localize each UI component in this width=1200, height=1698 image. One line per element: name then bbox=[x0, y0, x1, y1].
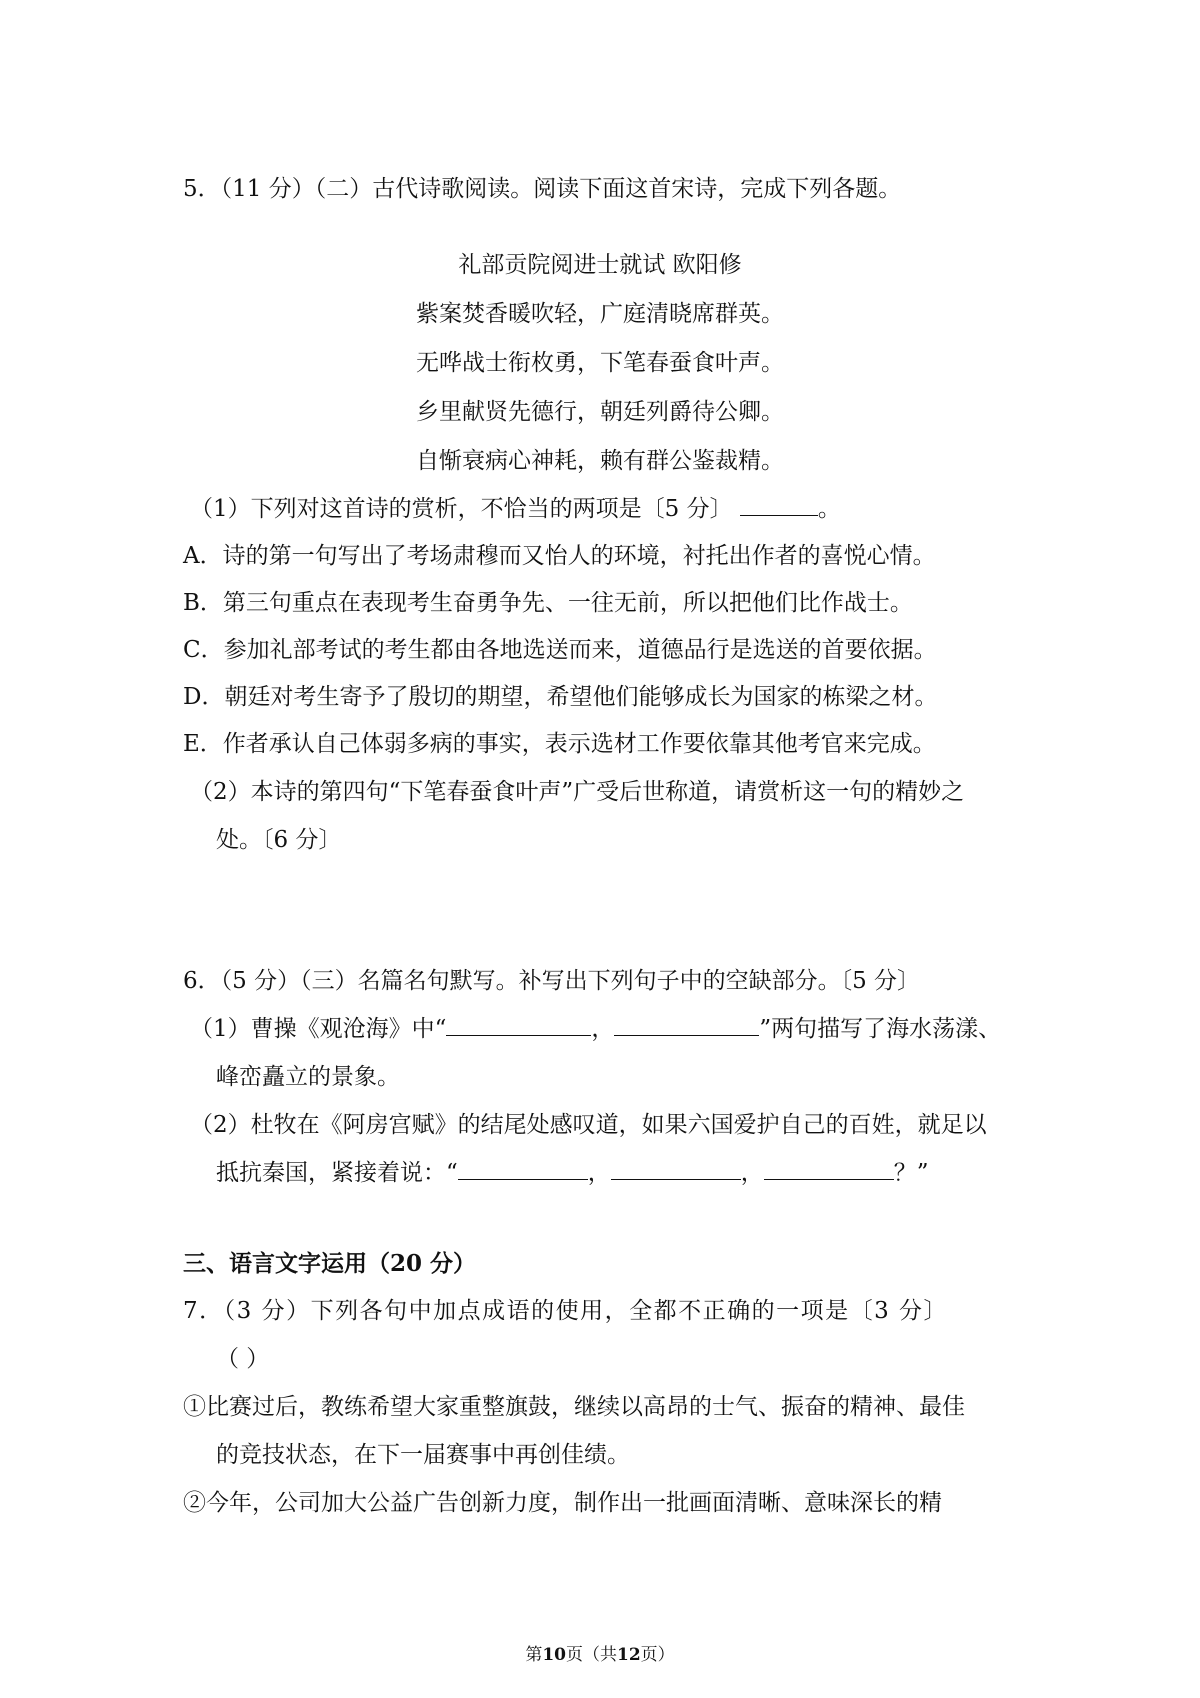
q5-option-d: D．朝廷对考生寄予了殷切的期望，希望他们能够成长为国家的栋梁之材。 bbox=[183, 684, 938, 710]
section3-heading: 三、语言文字运用（20 分） bbox=[183, 1250, 477, 1277]
footer-mid: 页（共 bbox=[566, 1645, 617, 1665]
footer-page-number: 10 bbox=[542, 1645, 566, 1665]
footer-suffix: 页） bbox=[640, 1645, 675, 1665]
q6-sub1-text-a: （1）曹操《观沧海》中“ bbox=[190, 1016, 447, 1042]
q5-sub1-text: （1）下列对这首诗的赏析，不恰当的两项是〔5 分〕 bbox=[190, 496, 733, 522]
q6-sub2-sep-1: ， bbox=[587, 1160, 611, 1186]
poem-line-4: 自惭衰病心神耗，赖有群公鉴裁精。 bbox=[416, 448, 784, 474]
q7-answer-paren[interactable]: （ ） bbox=[216, 1346, 270, 1372]
q6-sub1-text-b: ”两句描写了海水荡漾、 bbox=[759, 1016, 1002, 1042]
q5-option-e: E．作者承认自己体弱多病的事实，表示选材工作要依靠其他考官来完成。 bbox=[183, 731, 936, 757]
q5-option-c: C．参加礼部考试的考生都由各地选送而来，道德品行是选送的首要依据。 bbox=[183, 637, 937, 663]
poem-title: 礼部贡院阅进士就试 欧阳修 bbox=[458, 252, 742, 278]
q7-item1-line2: 的竞技状态，在下一届赛事中再创佳绩。 bbox=[216, 1442, 630, 1468]
page-footer bbox=[0, 1640, 1200, 1665]
q7-item1-line1: ①比赛过后，教练希望大家重整旗鼓，继续以高昂的士气、振奋的精神、最佳 bbox=[183, 1394, 965, 1420]
poem-line-1: 紫案焚香暖吹轻，广庭清晓席群英。 bbox=[416, 301, 784, 327]
q6-sub1 bbox=[190, 1018, 1001, 1041]
q6-sub1-line2: 峰峦矗立的景象。 bbox=[216, 1064, 400, 1090]
footer-total-pages: 12 bbox=[617, 1645, 641, 1665]
q5-sub1-end: 。 bbox=[817, 496, 841, 522]
poem-line-3: 乡里献贤先德行，朝廷列爵待公卿。 bbox=[416, 399, 784, 425]
poem-line-2: 无哗战士衔枚勇，下笔春蚕食叶声。 bbox=[416, 350, 784, 376]
q6-sub1-sep: ， bbox=[591, 1016, 615, 1042]
q5-option-a: A．诗的第一句写出了考场肃穆而又怡人的环境，衬托出作者的喜悦心情。 bbox=[183, 543, 936, 569]
q5-header: 5．（11 分）（二）古代诗歌阅读。阅读下面这首宋诗，完成下列各题。 bbox=[183, 176, 902, 202]
footer-prefix: 第 bbox=[525, 1645, 543, 1665]
q5-option-b: B．第三句重点在表现考生奋勇争先、一往无前，所以把他们比作战士。 bbox=[183, 590, 913, 616]
q6-sub2-blank-3[interactable] bbox=[764, 1178, 894, 1180]
q6-sub1-blank-2[interactable] bbox=[614, 1034, 759, 1036]
q5-sub1 bbox=[190, 498, 841, 521]
q6-sub2-blank-2[interactable] bbox=[611, 1178, 741, 1180]
q5-sub2-line1: （2）本诗的第四句“下笔春蚕食叶声”广受后世称道，请赏析这一句的精妙之 bbox=[190, 779, 965, 805]
q6-sub2-line1: （2）杜牧在《阿房宫赋》的结尾处感叹道，如果六国爱护自己的百姓，就足以 bbox=[190, 1112, 987, 1138]
q6-sub2-text-a: 抵抗秦国，紧接着说：“ bbox=[216, 1160, 458, 1186]
q6-header: 6．（5 分）（三）名篇名句默写。补写出下列句子中的空缺部分。〔5 分〕 bbox=[183, 968, 921, 994]
q6-sub1-blank-1[interactable] bbox=[446, 1034, 591, 1036]
q7-item2-line1: ②今年，公司加大公益广告创新力度，制作出一批画面清晰、意味深长的精 bbox=[183, 1490, 942, 1516]
q5-sub1-answer-blank[interactable] bbox=[740, 514, 818, 516]
q6-sub2-blank-1[interactable] bbox=[458, 1178, 588, 1180]
q6-sub2-end: ？” bbox=[893, 1160, 929, 1186]
q6-sub2-sep-2: ， bbox=[740, 1160, 764, 1186]
q6-sub2-line2 bbox=[216, 1162, 929, 1185]
q7-header: 7．（3 分）下列各句中加点成语的使用，全都不正确的一项是〔3 分〕 bbox=[183, 1298, 949, 1324]
q5-sub2-line2: 处。〔6 分〕 bbox=[216, 827, 342, 853]
